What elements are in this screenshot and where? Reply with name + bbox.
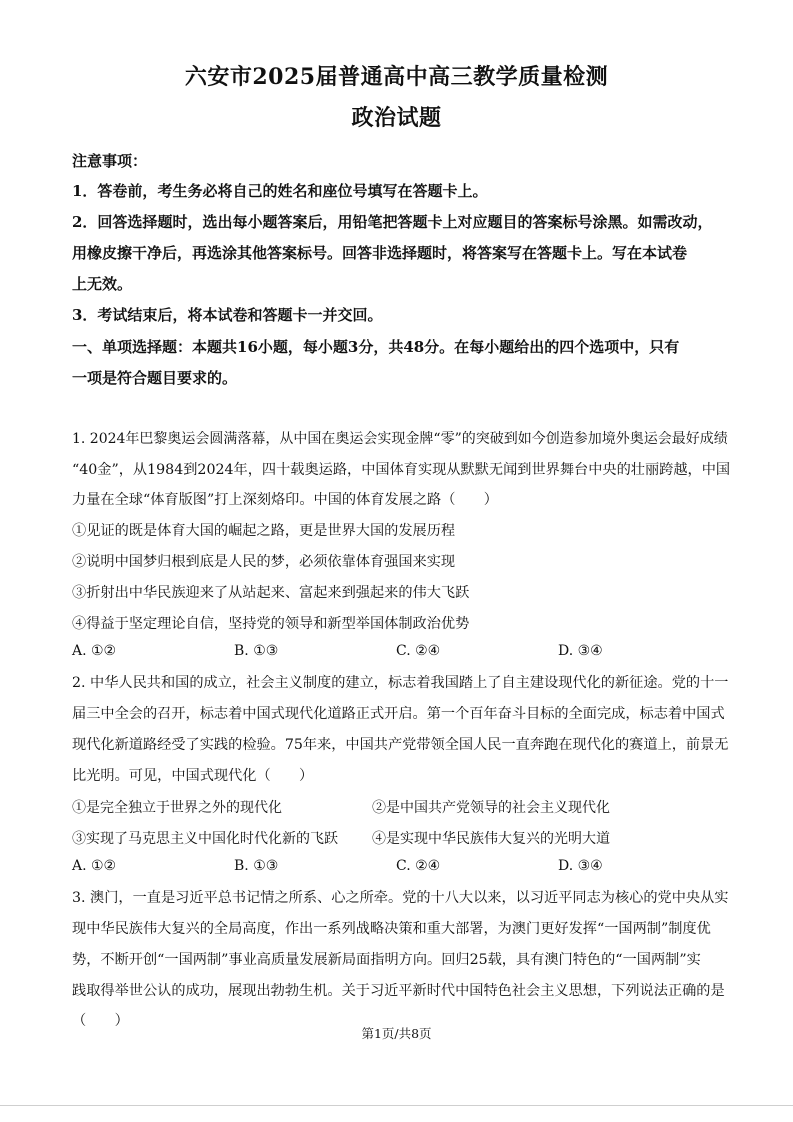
question-2-option-b: B. ①③ (234, 858, 279, 874)
question-2-line-3: 现代化新道路经受了实践的检验。75年来，中国共产党带领全国人民一直奔跑在现代化的赛道上，前景无 (72, 737, 729, 753)
question-1-option-d: D. ③④ (558, 643, 603, 659)
question-1-statement-4: ④得益于坚定理论自信，坚持党的领导和新型举国体制政治优势 (72, 616, 470, 632)
question-3-line-3: 势，不断开创“一国两制”事业高质量发展新局面指明方向。回归25载，具有澳门特色的“一国两制”实 (72, 952, 701, 968)
page-bottom-divider (0, 1105, 793, 1106)
question-2-option-c: C. ②④ (396, 858, 441, 874)
question-3-line-1: 3. 澳门，一直是习近平总书记情之所系、心之所牵。党的十八大以来，以习近平同志为核心的党中央从实 (72, 890, 729, 906)
page-number: 第1页/共8页 (361, 1026, 432, 1041)
notice-item-2-line-1: 2．回答选择题时，选出每小题答案后，用铅笔把答题卡上对应题目的答案标号涂黑。如需改动， (72, 213, 713, 231)
section-1-line-2: 一项是符合题目要求的。 (72, 369, 238, 387)
question-1-option-b: B. ①③ (234, 643, 279, 659)
question-3-line-5: （ ） (72, 1013, 129, 1029)
question-2-option-d: D. ③④ (558, 858, 603, 874)
question-2-option-a: A. ①② (72, 858, 117, 874)
notice-item-1: 1．答卷前，考生务必将自己的姓名和座位号填写在答题卡上。 (72, 182, 488, 200)
notice-item-3: 3．考试结束后，将本试卷和答题卡一并交回。 (72, 306, 383, 324)
exam-subtitle: 政治试题 (351, 105, 442, 131)
question-3-line-4: 践取得举世公认的成功，展现出勃勃生机。关于习近平新时代中国特色社会主义思想，下列说法正确的是 (72, 983, 725, 999)
question-1-line-2: “40金”，从1984到2024年，四十载奥运路，中国体育实现从默默无闻到世界舞台中央的壮丽跨越，中国 (72, 462, 731, 478)
question-3-line-2: 现中华民族伟大复兴的全局高度，作出一系列战略决策和重大部署，为澳门更好发挥“一国两制”制度优 (72, 921, 711, 937)
notice-item-2-line-3: 上无效。 (72, 275, 133, 293)
section-1-line-1: 一、单项选择题：本题共16小题，每小题3分，共48分。在每小题给出的四个选项中，只有 (72, 338, 680, 356)
question-1-line-3: 力量在全球“体育版图”打上深刻烙印。中国的体育发展之路（ ） (72, 492, 498, 508)
question-1-option-c: C. ②④ (396, 643, 441, 659)
question-2-statement-4: ④是实现中华民族伟大复兴的光明大道 (372, 831, 610, 847)
question-1-line-1: 1. 2024年巴黎奥运会圆满落幕，从中国在奥运会实现金牌“零”的突破到如今创造参加境外奥运会最好成绩 (72, 431, 728, 447)
question-2-line-4: 比光明。可见，中国式现代化（ ） (72, 768, 314, 784)
notice-heading: 注意事项： (72, 152, 148, 170)
exam-title: 六安市2025届普通高中高三教学质量检测 (184, 64, 609, 90)
question-2-statement-3: ③实现了马克思主义中国化时代化新的飞跃 (72, 831, 338, 847)
question-1-statement-2: ②说明中国梦归根到底是人民的梦，必须依靠体育强国来实现 (72, 554, 456, 570)
question-2-line-2: 届三中全会的召开，标志着中国式现代化道路正式开启。第一个百年奋斗目标的全面完成，标志着中国式 (72, 706, 725, 722)
notice-item-2-line-2: 用橡皮擦干净后，再选涂其他答案标号。回答非选择题时，将答案写在答题卡上。写在本试卷 (72, 244, 688, 262)
question-1-option-a: A. ①② (72, 643, 117, 659)
question-1-statement-3: ③折射出中华民族迎来了从站起来、富起来到强起来的伟大飞跃 (72, 585, 470, 601)
question-2-statement-2: ②是中国共产党领导的社会主义现代化 (372, 800, 610, 816)
question-2-statement-1: ①是完全独立于世界之外的现代化 (72, 800, 282, 816)
question-1-statement-1: ①见证的既是体育大国的崛起之路，更是世界大国的发展历程 (72, 523, 456, 539)
question-2-line-1: 2. 中华人民共和国的成立，社会主义制度的建立，标志着我国踏上了自主建设现代化的新征途。党的十一 (72, 675, 729, 691)
